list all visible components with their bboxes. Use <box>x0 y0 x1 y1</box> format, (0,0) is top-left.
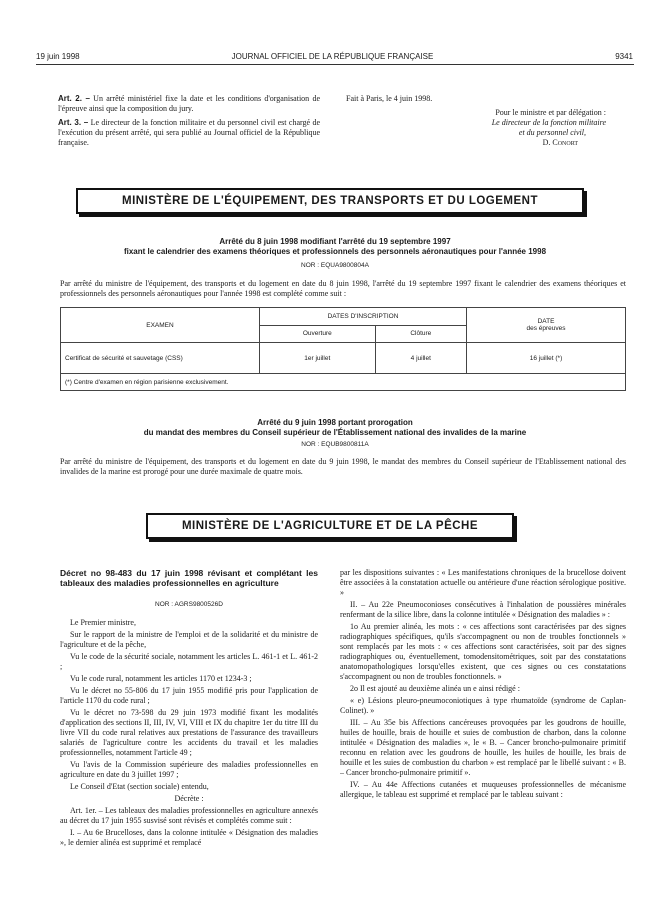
article-3-label: Art. 3. – <box>58 118 89 127</box>
decret-left-paragraph: Le Premier ministre, <box>70 618 136 627</box>
arrete2-body: Par arrêté du ministre de l'équipement, des transports et du logement en date du 9 juin 1998, le mandat des membres du Conseil supérieur de l'Etablissement national des invalides de la marine est prorogé pour une durée maximale de quatre mois. <box>60 457 626 476</box>
table-header-date: DATE <box>537 318 555 325</box>
decret-nor: NOR : AGRS9800526D <box>155 601 223 608</box>
table-cell-cloture: 4 juillet <box>375 343 466 374</box>
arrete1-body: Par arrêté du ministre de l'équipement, des transports et du logement en date du 8 juin 1998, l'arrêté du 19 septembre 1997 fixant le calendrier des examens théoriques et professionnels des personnels aéronautiques pour l'année 1998 est complété comme suit : <box>60 279 626 298</box>
decret-right-paragraph: « e) Lésions pleuro-pneumoconiotiques à type rhumatoïde (syndrome de Caplan-Colinet). » <box>340 696 626 715</box>
delegation-line: Pour le ministre et par délégation : <box>495 108 606 117</box>
decret-title: Décret no 98-483 du 17 juin 1998 révisant et complétant les tableaux des maladies professionnelles en agriculture <box>60 568 318 588</box>
decret-left-paragraph: Vu le code rural, notamment les articles 1170 et 1234-3 ; <box>70 674 252 683</box>
decret-right-paragraph: 2o Il est ajouté au deuxième alinéa un e ainsi rédigé : <box>350 684 520 693</box>
signatory-role-2: et du personnel civil, <box>518 128 586 137</box>
decret-left-paragraph: Vu le décret no 73-598 du 29 juin 1973 modifié fixant les modalités d'application des sections II, III, IV, VI, VIII et IX du chapitre 1er du titre III du livre VII du code rural relatives aux prestations de l'assurance des travailleurs salariés de l'agriculture contre les accidents du travail et les maladies professionnelles, notamment l'article 49 ; <box>60 708 318 757</box>
table-footnote: (*) Centre d'examen en région parisienne exclusivement. <box>61 374 626 391</box>
header-rule <box>36 64 634 65</box>
article-3-text: Le directeur de la fonction militaire et du personnel civil est chargé de l'exécution du présent arrêté, qui sera publié au Journal officiel de la République française. <box>58 118 321 147</box>
decret-left-column <box>60 618 318 893</box>
decret-right-paragraph: II. – Au 22e Pneumoconioses consécutives à l'inhalation de poussières minérales renfermant de la silice libre, dans la colonne intitulée « Désignation des maladies » : <box>340 600 626 619</box>
decret-right-paragraph: par les dispositions suivantes : « Les manifestations chroniques de la brucellose doivent être associées à la constatation actuelle ou antérieure d'une réaction sérologique positive. » <box>340 568 626 597</box>
ministry-equipement-title: MINISTÈRE DE L'ÉQUIPEMENT, DES TRANSPORTS ET DU LOGEMENT <box>76 188 584 214</box>
decret-left-paragraph: I. – Au 6e Brucelloses, dans la colonne intitulée « Désignation des maladies », le dernier alinéa est supprimé et remplacé <box>60 828 318 847</box>
table-header-date-sub: des épreuves <box>526 325 566 332</box>
place-date: Fait à Paris, le 4 juin 1998. <box>346 94 433 103</box>
table-header-examen: EXAMEN <box>61 308 260 343</box>
arrete2-title-line2: du mandat des membres du Conseil supérieur de l'Établissement national des invalides de la marine <box>143 428 527 437</box>
header-date: 19 juin 1998 <box>36 52 80 61</box>
decret-left-paragraph: Le Conseil d'Etat (section sociale) entendu, <box>70 782 209 791</box>
signatory-name: D. Conort <box>542 138 578 147</box>
table-cell-ouverture: 1er juillet <box>260 343 376 374</box>
arrete2-title-line1: Arrêté du 9 juin 1998 portant prorogation <box>257 418 413 427</box>
arrete2-nor: NOR : EQUB9800811A <box>301 441 369 448</box>
decret-right-paragraph: IV. – Au 44e Affections cutanées et muqueuses professionnelles de mécanisme allergique, le tableau est supprimé et remplacé par le tableau suivant : <box>340 780 626 799</box>
table-row <box>61 343 626 374</box>
decret-left-paragraph: Vu l'avis de la Commission supérieure des maladies professionnelles en agriculture en date du 3 juillet 1997 ; <box>60 760 318 779</box>
decret-right-paragraph: III. – Au 35e bis Affections cancéreuses provoquées par les goudrons de houille, huiles de houille, brais de houille et suies de combustion de charbon, dans la colonne intitulée « Désignation des maladies », le « B. – Cancer broncho-pulmonaire primitif reconnu en relation avec les goudrons de houille, les huiles de houille, les brais de houille et les suies de combustion du charbon » est remplacé par le libellé suivant : « B. – Cancer broncho-pulmonaire primitif ». <box>340 718 626 777</box>
article-2-label: Art. 2. – <box>58 94 90 103</box>
decret-right-paragraph: 1o Au premier alinéa, les mots : « ces affections sont caractérisées par des signes radiographiques spécifiques, qu'ils s'accompagnent ou non de troubles fonctionnels » sont remplacés par les mots : « ces affections sont caractérisées, soit par des signes radiographiques ou, éventuellement, tomodensitométriques, soit par des constatations anatomopathologiques lorsqu'elles existent, que ces signes ou ces constatations s'accompagnent ou non de troubles fonctionnels. » <box>340 622 626 681</box>
decrete-heading: Décrète : <box>174 794 204 803</box>
arrete1-title-line1: Arrêté du 8 juin 1998 modifiant l'arrêté du 19 septembre 1997 <box>219 237 451 246</box>
decret-left-paragraph: Sur le rapport de la ministre de l'emploi et de la solidarité et du ministre de l'agriculture et de la pêche, <box>60 630 318 649</box>
ministry-agriculture-title: MINISTÈRE DE L'AGRICULTURE ET DE LA PÊCHE <box>146 513 514 539</box>
arrete1-nor: NOR : EQUA9800804A <box>301 262 369 269</box>
decret-left-paragraph: Art. 1er. – Les tableaux des maladies professionnelles en agriculture annexés au décret du 17 juin 1955 susvisé sont révisés et complétés comme suit : <box>60 806 318 825</box>
table-cell-date: 16 juillet (*) <box>467 343 626 374</box>
decret-left-paragraph: Vu le code de la sécurité sociale, notamment les articles L. 461-1 et L. 461-2 ; <box>60 652 318 671</box>
article-2 <box>58 94 320 114</box>
table-header-date-cell <box>467 308 626 343</box>
decret-left-paragraph: Vu le décret no 55-806 du 17 juin 1955 modifié pris pour l'application de l'article 1170 du code rural ; <box>60 686 318 705</box>
article-2-text: Un arrêté ministériel fixe la date et les conditions d'organisation de l'épreuve ainsi que la composition du jury. <box>58 94 321 113</box>
table-cell-examen: Certificat de sécurité et sauvetage (CSS) <box>61 343 260 374</box>
article-3 <box>58 118 320 148</box>
decret-right-column <box>340 568 626 893</box>
table-header-ouverture: Ouverture <box>260 325 376 343</box>
header-page-number: 9341 <box>615 52 633 61</box>
signatory-role-1: Le directeur de la fonction militaire <box>491 118 606 127</box>
table-header-dates: DATES D'INSCRIPTION <box>260 308 467 326</box>
table-header-cloture: Clôture <box>375 325 466 343</box>
header-journal: JOURNAL OFFICIEL DE LA RÉPUBLIQUE FRANÇAISE <box>231 52 434 61</box>
exam-calendar-table <box>60 307 626 391</box>
arrete1-title-line2: fixant le calendrier des examens théoriques et professionnels des personnels aéronautiques pour l'année 1998 <box>123 247 547 256</box>
